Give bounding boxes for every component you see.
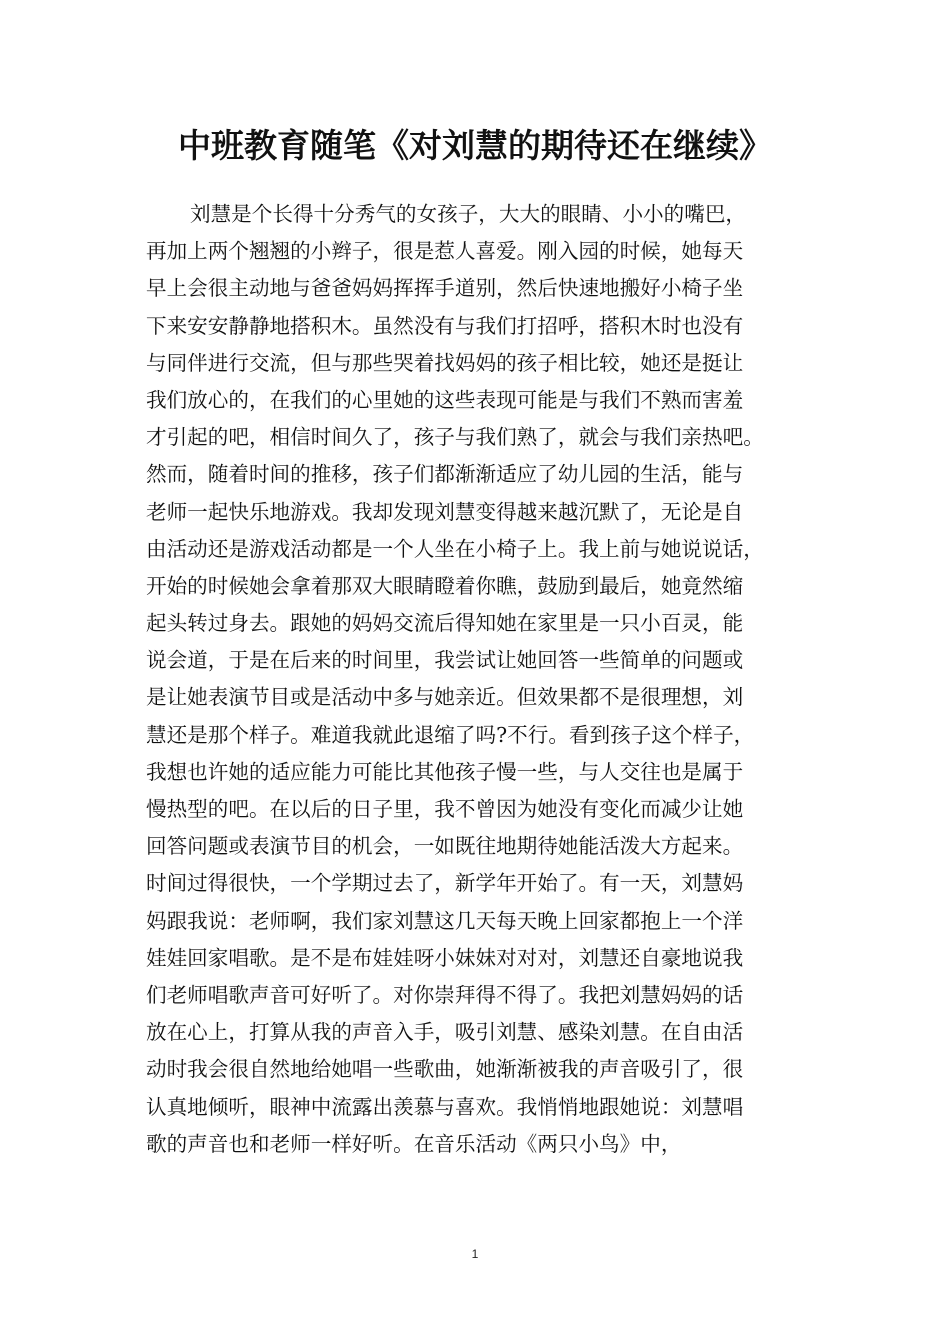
text-line: 与同伴进行交流，但与那些哭着找妈妈的孩子相比较，她还是挺让 [146, 350, 744, 375]
text-line: 再加上两个翘翘的小辫子，很是惹人喜爱。刚入园的时候，她每天 [146, 239, 744, 264]
text-line: 们老师唱歌声音可好听了。对你崇拜得不得了。我把刘慧妈妈的话 [146, 982, 744, 1007]
text-line: 时间过得很快，一个学期过去了，新学年开始了。有一天，刘慧妈 [146, 871, 744, 896]
text-line: 然而，随着时间的推移，孩子们都渐渐适应了幼儿园的生活，能与 [146, 462, 744, 487]
text-line: 说会道，于是在后来的时间里，我尝试让她回答一些简单的问题或 [146, 648, 744, 673]
text-line: 刘慧是个长得十分秀气的女孩子，大大的眼睛、小小的嘴巴， [190, 202, 747, 226]
text-line: 老师一起快乐地游戏。我却发现刘慧变得越来越沉默了，无论是自 [146, 499, 744, 524]
text-line: 放在心上，打算从我的声音入手，吸引刘慧、感染刘慧。在自由活 [146, 1020, 744, 1045]
text-line: 歌的声音也和老师一样好听。在音乐活动《两只小鸟》中， [146, 1131, 682, 1156]
text-line: 起头转过身去。跟她的妈妈交流后得知她在家里是一只小百灵，能 [146, 611, 744, 636]
text-line: 慧还是那个样子。难道我就此退缩了吗?不行。看到孩子这个样子， [146, 722, 755, 747]
text-line: 下来安安静静地搭积木。虽然没有与我们打招呼，搭积木时也没有 [146, 313, 744, 338]
text-line: 早上会很主动地与爸爸妈妈挥挥手道别，然后快速地搬好小椅子坐 [146, 276, 744, 301]
text-line: 才引起的吧，相信时间久了，孩子与我们熟了，就会与我们亲热吧。 [146, 425, 764, 450]
page-number: 1 [471, 1247, 479, 1261]
text-line: 慢热型的吧。在以后的日子里，我不曾因为她没有变化而减少让她 [146, 797, 744, 821]
body-paragraph [146, 196, 811, 1163]
text-line: 妈跟我说：老师啊，我们家刘慧这几天每天晚上回家都抱上一个洋 [146, 908, 744, 933]
text-line: 我们放心的，在我们的心里她的这些表现可能是与我们不熟而害羞 [146, 387, 744, 412]
text-line: 回答问题或表演节目的机会，一如既往地期待她能活泼大方起来。 [146, 834, 744, 859]
text-line: 认真地倾听，眼神中流露出羡慕与喜欢。我悄悄地跟她说：刘慧唱 [146, 1094, 744, 1119]
page-title: 中班教育随笔《对刘慧的期待还在继续》 [178, 126, 772, 165]
text-line: 娃娃回家唱歌。是不是布娃娃呀小妹妹对对对，刘慧还自豪地说我 [146, 945, 744, 970]
text-line: 动时我会很自然地给她唱一些歌曲，她渐渐被我的声音吸引了，很 [146, 1057, 744, 1082]
text-line: 是让她表演节目或是活动中多与她亲近。但效果都不是很理想，刘 [146, 685, 744, 710]
text-line: 我想也许她的适应能力可能比其他孩子慢一些，与人交往也是属于 [146, 759, 744, 784]
text-line: 由活动还是游戏活动都是一个人坐在小椅子上。我上前与她说说话， [146, 536, 764, 561]
text-line: 开始的时候她会拿着那双大眼睛瞪着你瞧，鼓励到最后，她竟然缩 [146, 573, 744, 598]
